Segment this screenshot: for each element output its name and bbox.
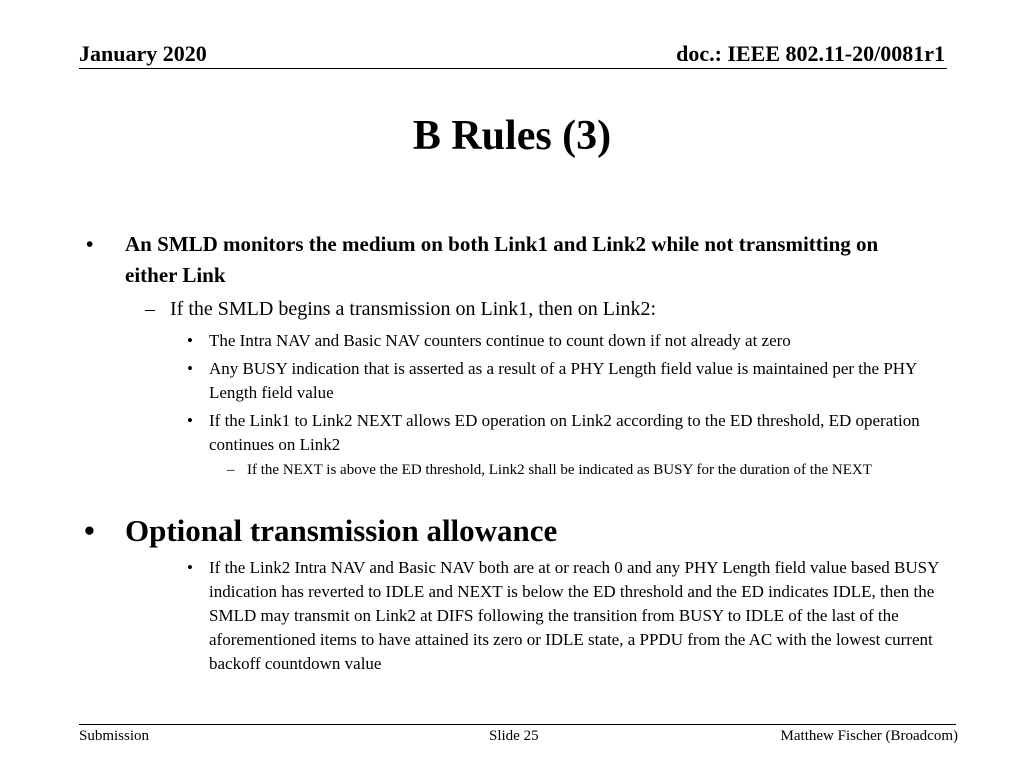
subsub-bullet-marker: • <box>187 411 193 430</box>
bullet2-sub-text: If the Link2 Intra NAV and Basic NAV both are at or reach 0 and any PHY Length field value based BUSY indication has reverted to IDLE and NEXT is below the ED threshold and the ED indicates IDLE, then the SMLD may transmit on Link2 at DIFS following the transition from BUSY to IDLE of the last of the aforementioned items to have attained its zero or IDLE state, a PPDU from the AC with the lowest current backoff countdown value <box>209 558 939 673</box>
header-divider <box>79 68 947 69</box>
level4-item-text: If the NEXT is above the ED threshold, Link2 shall be indicated as BUSY for the duration of the NEXT <box>247 462 872 478</box>
footer-divider <box>79 724 956 725</box>
bullet2-marker: • <box>84 513 95 548</box>
bullet2-text: Optional transmission allowance <box>125 513 558 548</box>
footer-slide-number: Slide 25 <box>489 728 539 744</box>
sub-dash-marker: – <box>145 298 155 320</box>
footer-author: Matthew Fischer (Broadcom) <box>780 728 958 744</box>
bullet2-sub-marker: • <box>187 558 193 577</box>
subsub-item-text: Any BUSY indication that is asserted as a result of a PHY Length field value is maintained per the PHY Length field value <box>209 359 917 402</box>
footer-submission: Submission <box>79 728 150 744</box>
subsub-item-text: The Intra NAV and Basic NAV counters continue to count down if not already at zero <box>209 331 791 350</box>
subsub-bullet-marker: • <box>187 359 193 378</box>
subsub-bullet-marker: • <box>187 331 193 350</box>
header-date: January 2020 <box>79 41 207 66</box>
level4-dash-marker: – <box>227 462 235 478</box>
sub-item-text: If the SMLD begins a transmission on Link1, then on Link2: <box>170 298 657 320</box>
header-doc-id: doc.: IEEE 802.11-20/0081r1 <box>676 41 945 66</box>
bullet1-text: An SMLD monitors the medium on both Link1 and Link2 while not transmitting on either Link <box>125 232 879 287</box>
subsub-item-text: If the Link1 to Link2 NEXT allows ED operation on Link2 according to the ED threshold, ED operation continues on Link2 <box>209 411 920 454</box>
bullet1-marker: • <box>86 232 94 256</box>
slide-title: B Rules (3) <box>412 113 612 159</box>
